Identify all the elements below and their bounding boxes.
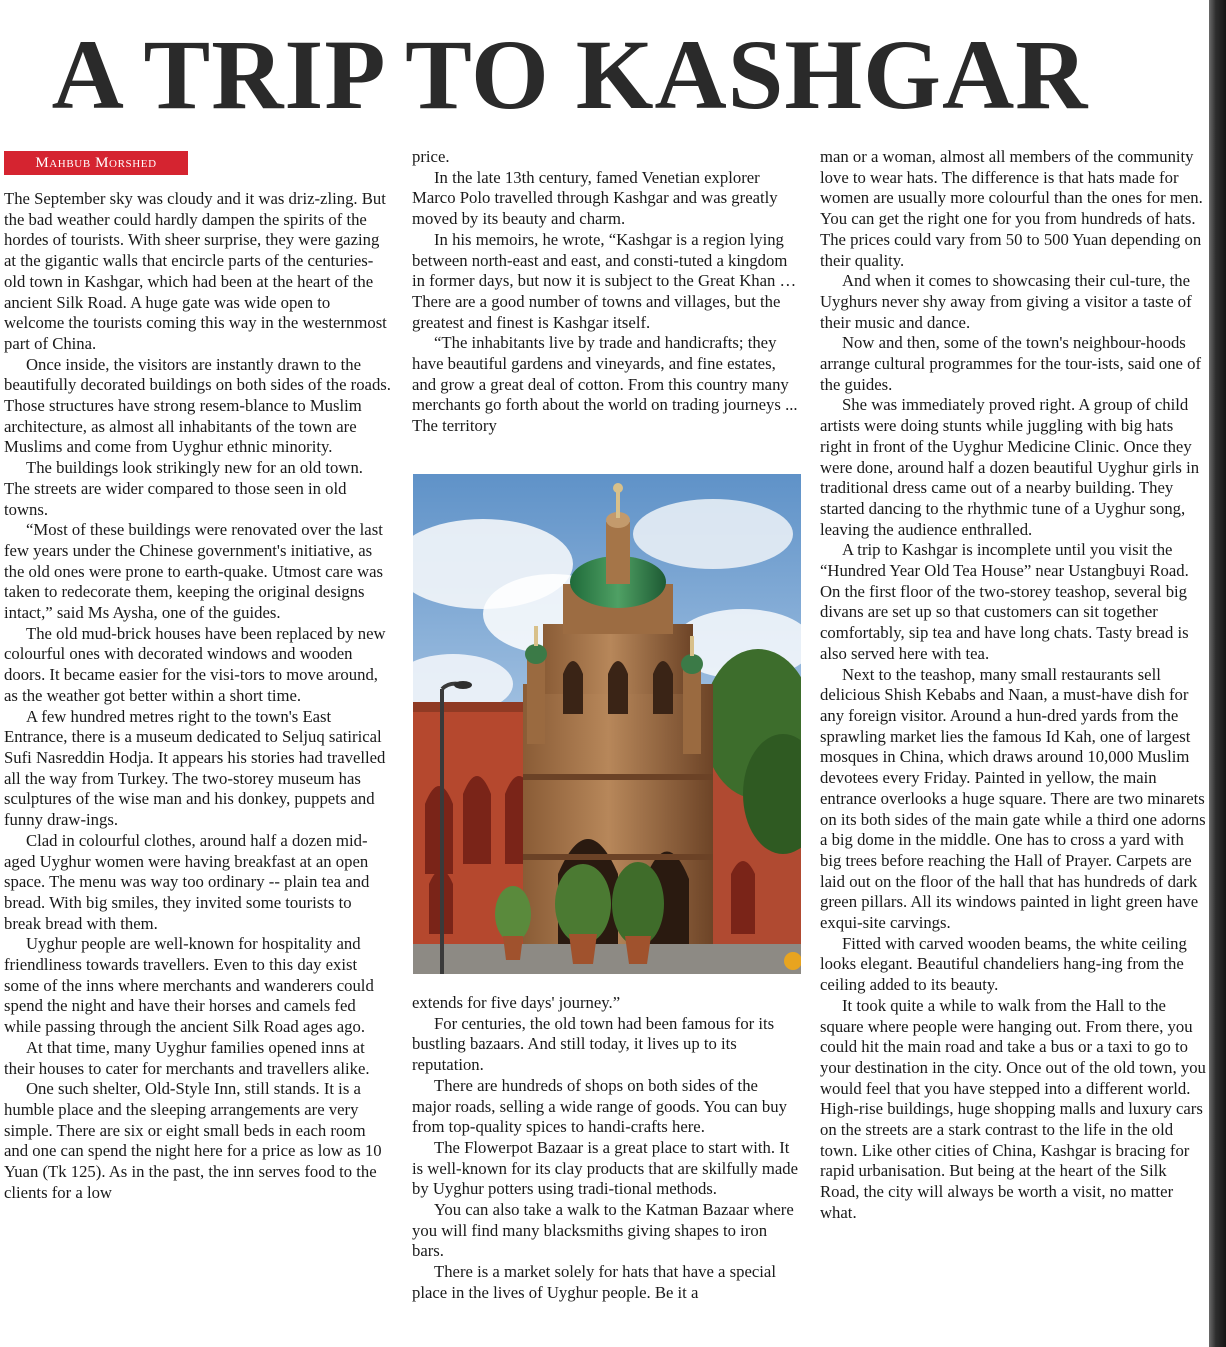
- paragraph: “Most of these buildings were renovated over the last few years under the Chinese government's initiative, as the old ones were prone to earth-quake. Utmost care was taken to redecorate them, keeping the original designs intact,” said Ms Aysha, one of the guides.: [4, 520, 384, 623]
- paragraph: The September sky was cloudy and it was driz-zling. But the bad weather could hardly dampen the spirits of the hordes of tourists. With sheer surprise, they were gazing at the gigantic walls that encircle parts of the centuries-old town in Kashgar, which had been at the heart of the ancient Silk Road. A huge gate was wide open to welcome the tourists coming this way in the westernmost part of China.: [4, 189, 387, 353]
- article-column-2-top: [412, 147, 800, 462]
- paragraph: Uyghur people are well-known for hospitality and friendliness towards travellers. Even to this day exist some of the inns where merchants and wanderers could spend the night and have their horses and camels fed while passing through the ancient Silk Road ages ago.: [4, 934, 374, 1037]
- paragraph: A trip to Kashgar is incomplete until you visit the “Hundred Year Old Tea House” near Ustangbuyi Road. On the first floor of the two-storey teashop, several big divans are set up so that customers can sit together comfortably, sip tea and have long chats. Tasty bread is also served here with tea.: [820, 540, 1189, 663]
- paragraph: Once inside, the visitors are instantly drawn to the beautifully decorated buildings on both sides of the roads. Those structures have strong resem-blance to Muslim architecture, as almost all inhabitants of the town are Muslims and come from Uyghur ethnic minority.: [4, 354, 391, 457]
- author-byline: Mahbub Morshed: [4, 151, 188, 175]
- page-edge-shadow: [1209, 0, 1226, 1347]
- paragraph: One such shelter, Old-Style Inn, still stands. It is a humble place and the sleeping arrangements are very simple. There are six or eight small beds in each room and one can spend the night here for a price as low as 10 Yuan (Tk 125). As in the past, the inn serves food to the clients for a low: [4, 1079, 382, 1202]
- article-column-1: [4, 189, 392, 1347]
- paragraph: The Flowerpot Bazaar is a great place to start with. It is well-known for its clay products that are skilfully made by Uyghur potters using tradi-tional methods.: [412, 1137, 799, 1199]
- paragraph: There are hundreds of shops on both sides of the major roads, selling a wide range of goods. You can buy from top-quality spices to handi-crafts here.: [412, 1075, 787, 1137]
- paragraph: She was immediately proved right. A group of child artists were doing stunts while juggling with big hats right in front of the Uyghur Medicine Clinic. Once they were done, around half a dozen beautiful Uyghur girls in traditional dress came out of a nearby building. They started dancing to the rhythmic tune of a Uyghur song, leaving the audience enthralled.: [820, 395, 1200, 539]
- kashgar-mosque-photo: [413, 474, 801, 974]
- paragraph: Next to the teashop, many small restaurants sell delicious Shish Kebabs and Naan, a must-have dish for any foreign visitor. Around a hun-dred yards from the sprawling market lies the famous Id Kah, one of largest mosques in China, which draws around 10,000 Muslim devotees every Friday. Painted in yellow, the main entrance overlooks a huge square. There are two minarets on its both sides of the main gate while a third one adorns a big dome in the middle. One has to cross a yard with big trees before reaching the Hall of Prayer. Carpets are laid out on the floor of the hall that has hundreds of dark green pillars. All its windows painted in light green have exqui-site carvings.: [820, 664, 1206, 933]
- paragraph: There is a market solely for hats that have a special place in the lives of Uyghur people. Be it a: [412, 1262, 776, 1302]
- paragraph: You can also take a walk to the Katman Bazaar where you will find many blacksmiths giving shapes to iron bars.: [412, 1200, 794, 1261]
- paragraph: “The inhabitants live by trade and handicrafts; they have beautiful gardens and vineyards, and fine estates, and grow a great deal of cotton. From this country many merchants go forth about the world on trading journeys ... The territory: [412, 333, 798, 436]
- paragraph: Fitted with carved wooden beams, the white ceiling looks elegant. Beautiful chandeliers hang-ing from the ceiling added to its beauty.: [820, 933, 1187, 995]
- article-column-3: [820, 147, 1208, 1347]
- paragraph: A few hundred metres right to the town's East Entrance, there is a museum dedicated to Seljuq satirical Sufi Nasreddin Hodja. It appears his stories had travelled all the way from Turkey. The two-storey museum has sculptures of the wise man and his donkey, puppets and funny draw-ings.: [4, 706, 386, 830]
- paragraph: At that time, many Uyghur families opened inns at their houses to cater for merchants and travellers alike.: [4, 1037, 370, 1078]
- paragraph: And when it comes to showcasing their cul-ture, the Uyghurs never shy away from giving a visitor a taste of their music and dance.: [820, 271, 1192, 332]
- paragraph: In the late 13th century, famed Venetian explorer Marco Polo travelled through Kashgar and was greatly moved by its beauty and charm.: [412, 167, 778, 229]
- article-column-2-bottom: [412, 993, 800, 1347]
- paragraph: Now and then, some of the town's neighbour-hoods arrange cultural programmes for the tour-ists, said one of the guides.: [820, 333, 1202, 394]
- paragraph: The buildings look strikingly new for an old town. The streets are wider compared to those seen in old towns.: [4, 458, 363, 519]
- paragraph: It took quite a while to walk from the Hall to the square where people were hanging out. From there, you could hit the main road and take a bus or a taxi to go to your destination in the city. Once out of the old town, you would feel that you have stepped into a different world. High-rise buildings, huge shopping malls and luxury cars on the streets are a stark contrast to the life in the old town. Like other cities of China, Kashgar is bracing for rapid urbanisation. But being at the heart of the Silk Road, the city will always be worth a visit, no matter what.: [820, 995, 1206, 1222]
- paragraph: In his memoirs, he wrote, “Kashgar is a region lying between north-east and east, and consti-tuted a kingdom in former days, but now it is subject to the Great Khan … There are a good number of towns and villages, but the greatest and finest is Kashgar itself.: [412, 229, 797, 332]
- paragraph: The old mud-brick houses have been replaced by new colourful ones with decorated windows and wooden doors. It became easier for the visi-tors to move around, as the weather got better within a short time.: [4, 623, 386, 705]
- paragraph: For centuries, the old town had been famous for its bustling bazaars. And still today, it lives up to its reputation.: [412, 1013, 775, 1075]
- paragraph: extends for five days' journey.”: [412, 993, 621, 1012]
- paragraph: man or a woman, almost all members of the community love to wear hats. The difference is that hats made for women are usually more colourful than the ones for men. You can get the right one for you from hundreds of hats. The prices could vary from 50 to 500 Yuan depending on their quality.: [820, 147, 1203, 270]
- paragraph: Clad in colourful clothes, around half a dozen mid-aged Uyghur women were having breakfast at an open space. The menu was way too ordinary -- plain tea and bread. With big smiles, they invited some tourists to break bread with them.: [4, 830, 370, 933]
- article-headline: A TRIP TO KASHGAR: [51, 19, 1089, 130]
- paragraph: price.: [412, 147, 450, 166]
